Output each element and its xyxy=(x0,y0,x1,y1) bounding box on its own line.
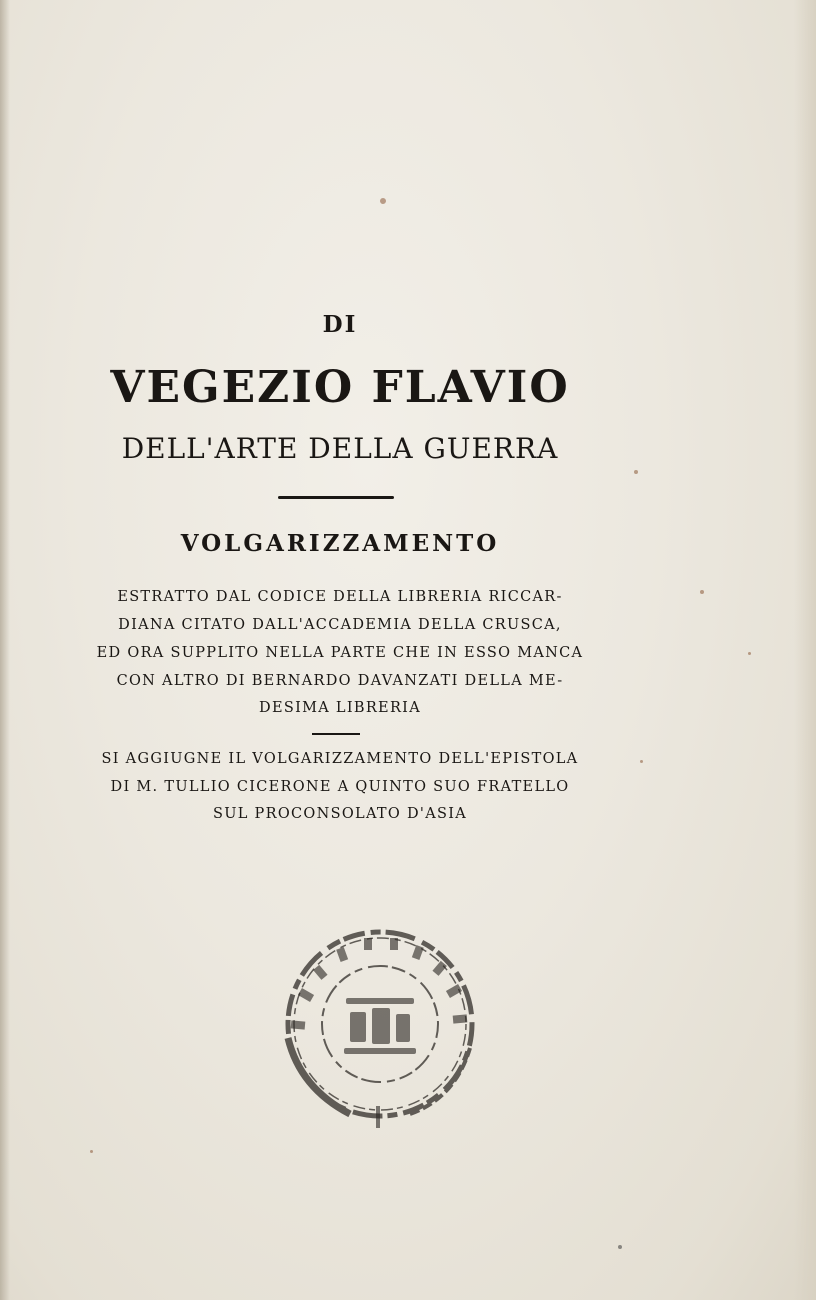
title-preposition: DI xyxy=(322,311,358,338)
description-line: DESIMA LIBRERIA xyxy=(259,700,421,716)
appendix-line: DI M. TULLIO CICERONE A QUINTO SUO FRATELLO xyxy=(110,779,570,795)
description-line: ED ORA SUPPLITO NELLA PARTE CHE IN ESSO MANCA xyxy=(96,645,584,661)
foxing-spot xyxy=(748,652,751,655)
appendix-line: SI AGGIUGNE IL VOLGARIZZAMENTO DELL'EPISTOLA xyxy=(101,751,579,767)
library-stamp-icon xyxy=(280,928,480,1128)
foxing-spot xyxy=(90,1150,93,1153)
description-line: ESTRATTO DAL CODICE DELLA LIBRERIA RICCAR- xyxy=(117,589,563,605)
decorative-rule xyxy=(278,496,394,499)
foxing-spot xyxy=(618,1245,622,1249)
foxing-spot xyxy=(380,198,386,204)
foxing-spot xyxy=(700,590,704,594)
description-line: DIANA CITATO DALL'ACCADEMIA DELLA CRUSCA, xyxy=(118,617,562,633)
author-name: VEGEZIO FLAVIO xyxy=(110,362,570,413)
library-stamp-graphic xyxy=(280,928,480,1128)
foxing-spot xyxy=(634,470,638,474)
page-edge-light xyxy=(794,0,816,1300)
work-title: DELL'ARTE DELLA GUERRA xyxy=(121,432,559,465)
section-heading: VOLGARIZZAMENTO xyxy=(180,530,500,557)
appendix-line: SUL PROCONSOLATO D'ASIA xyxy=(212,806,468,822)
description-line: CON ALTRO DI BERNARDO DAVANZATI DELLA ME- xyxy=(116,673,564,689)
short-rule xyxy=(312,733,360,735)
